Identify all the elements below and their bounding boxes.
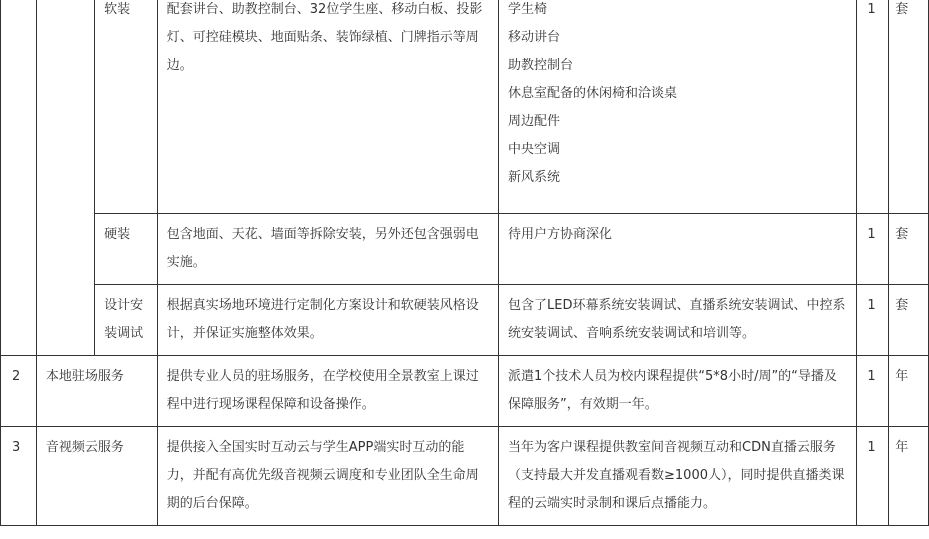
index-text: 2 (12, 369, 21, 384)
list-item: 中央空调 (508, 142, 561, 157)
items-cell (499, 356, 857, 427)
qty-cell (857, 285, 889, 356)
unit-text: 套 (895, 298, 909, 313)
qty-cell (857, 356, 889, 427)
sub-category-cell (95, 214, 158, 285)
sub-category-text: 软装 (104, 2, 131, 17)
qty-cell (857, 427, 889, 526)
index-cell (1, 0, 37, 356)
category-text: 本地驻场服务 (45, 369, 124, 384)
description-cell (157, 0, 498, 214)
index-cell (1, 356, 37, 427)
unit-cell (889, 214, 929, 285)
unit-cell (889, 285, 929, 356)
unit-cell (889, 0, 929, 214)
category-cell (36, 0, 94, 356)
qty-text: 1 (867, 298, 876, 313)
category-cell (36, 427, 157, 526)
table-row-soft (1, 0, 929, 214)
list-item: 待用户方协商深化 (508, 227, 613, 242)
table-row-local-service (1, 356, 929, 427)
list-item: 包含了LED环幕系统安装调试、直播系统安装调试、中控系统安装调试、音响系统安装调试和培训等。 (508, 298, 846, 341)
list-item: 学生椅 (508, 2, 548, 17)
items-cell (499, 285, 857, 356)
list-item: 休息室配备的休闲椅和洽谈桌 (508, 86, 678, 101)
list-item: 移动讲台 (508, 30, 561, 45)
sub-category-text: 硬装 (104, 227, 131, 242)
description-text: 配套讲台、助教控制台、32位学生座、移动白板、投影灯、可控硅模块、地面贴条、装饰绿植、门牌指示等周边。 (166, 2, 483, 73)
unit-text: 年 (895, 440, 909, 455)
description-cell (157, 214, 498, 285)
list-item: 派遣1个技术人员为校内课程提供“5*8小时/周”的“导播及保障服务”，有效期一年。 (508, 369, 837, 412)
sub-category-cell (95, 285, 158, 356)
description-cell (157, 356, 498, 427)
description-cell (157, 285, 498, 356)
qty-text: 1 (867, 2, 876, 17)
table-row-hard (1, 214, 929, 285)
description-cell (157, 427, 498, 526)
qty-cell (857, 214, 889, 285)
qty-text: 1 (867, 227, 876, 242)
qty-text: 1 (867, 440, 876, 455)
description-text: 根据真实场地环境进行定制化方案设计和软硬装风格设计，并保证实施整体效果。 (166, 298, 479, 341)
list-item: 当年为客户课程提供教室间音视频互动和CDN直播云服务（支持最大并发直播观看数≥1000人），同时提供直播类课程的云端实时录制和课后点播能力。 (508, 440, 845, 511)
category-cell (36, 356, 157, 427)
table-row-av-cloud (1, 427, 929, 526)
qty-cell (857, 0, 889, 214)
index-text: 3 (12, 440, 21, 455)
sub-category-text: 设计安装调试 (104, 298, 144, 341)
unit-cell (889, 356, 929, 427)
description-text: 包含地面、天花、墙面等拆除安装，另外还包含强弱电实施。 (166, 227, 479, 270)
unit-text: 年 (895, 369, 909, 384)
qty-text: 1 (867, 369, 876, 384)
list-item: 新风系统 (508, 170, 561, 185)
description-text: 提供专业人员的驻场服务，在学校使用全景教室上课过程中进行现场课程保障和设备操作。 (166, 369, 479, 412)
items-cell (499, 214, 857, 285)
description-text: 提供接入全国实时互动云与学生APP端实时互动的能力，并配有高优先级音视频云调度和专业团队全生命周期的后台保障。 (166, 440, 479, 511)
index-cell (1, 427, 37, 526)
items-cell (499, 0, 857, 214)
sub-category-cell (95, 0, 158, 214)
table-row-design (1, 285, 929, 356)
unit-cell (889, 427, 929, 526)
unit-text: 套 (895, 2, 909, 17)
items-cell (499, 427, 857, 526)
unit-text: 套 (895, 227, 909, 242)
category-text: 音视频云服务 (45, 440, 124, 455)
list-item: 助教控制台 (508, 58, 574, 73)
list-item: 周边配件 (508, 114, 561, 129)
